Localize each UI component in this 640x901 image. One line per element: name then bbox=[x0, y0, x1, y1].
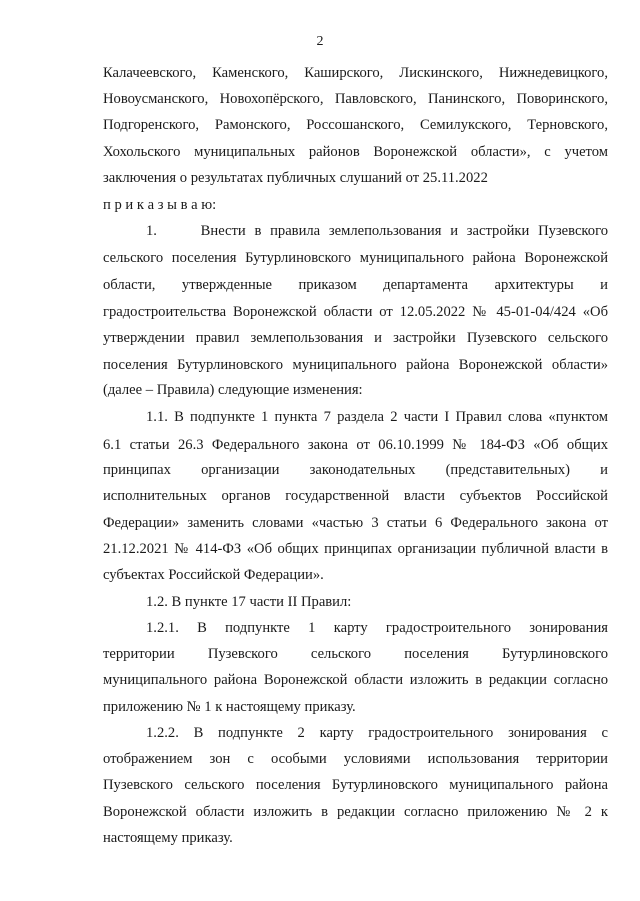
text-line: поселения Бутурлиновского муниципального района Воронежской области» bbox=[103, 357, 608, 373]
text-line: утверждении правил землепользования и застройки Пузевского сельского bbox=[103, 330, 608, 346]
text-line: 1.2.1. В подпункте 1 карту градостроительного зонирования bbox=[146, 620, 608, 636]
text-line: настоящему приказу. bbox=[103, 830, 233, 846]
text-line: Федерации» заменить словами «частью 3 статьи 6 Федерального закона от bbox=[103, 515, 608, 531]
page-number: 2 bbox=[316, 34, 324, 49]
text-line: Воронежской области изложить в редакции согласно приложению № 2 к bbox=[103, 804, 608, 820]
text-line: приложению № 1 к настоящему приказу. bbox=[103, 699, 356, 715]
text-line: субъектах Российской Федерации». bbox=[103, 567, 324, 583]
text-line: принципах организации законодательных (представительных) и bbox=[103, 462, 608, 478]
text-line: 1.2.2. В подпункте 2 карту градостроительного зонирования с bbox=[146, 725, 608, 741]
text-line: заключения о результатах публичных слушаний от 25.11.2022 bbox=[103, 170, 488, 186]
text-line: сельского поселения Бутурлиновского муниципального района Воронежской bbox=[103, 250, 608, 266]
text-line: области, утвержденные приказом департамента архитектуры и bbox=[103, 277, 608, 293]
text-line: Калачеевского, Каменского, Каширского, Лискинского, Нижнедевицкого, bbox=[103, 65, 608, 81]
text-line: Хохольского муниципальных районов Воронежской области», с учетом bbox=[103, 144, 608, 160]
text-line: п р и к а з ы в а ю: bbox=[103, 197, 217, 213]
text-line: территории Пузевского сельского поселения Бутурлиновского bbox=[103, 646, 608, 662]
text-line: Новоусманского, Новохопёрского, Павловского, Панинского, Поворинского, bbox=[103, 91, 608, 107]
text-line: 1.2. В пункте 17 части II Правил: bbox=[146, 594, 352, 610]
text-line: 1.1. В подпункте 1 пункта 7 раздела 2 части I Правил слова «пунктом bbox=[146, 409, 608, 425]
text-line: (далее – Правила) следующие изменения: bbox=[103, 382, 363, 398]
text-line: исполнительных органов государственной власти субъектов Российской bbox=[103, 488, 608, 504]
text-line: 6.1 статьи 26.3 Федерального закона от 06.10.1999 № 184-ФЗ «Об общих bbox=[103, 437, 608, 453]
text-line: Пузевского сельского поселения Бутурлиновского муниципального района bbox=[103, 777, 608, 793]
text-line: Подгоренского, Рамонского, Россошанского, Семилукского, Терновского, bbox=[103, 117, 608, 133]
text-line: 21.12.2021 № 414-ФЗ «Об общих принципах организации публичной власти в bbox=[103, 541, 608, 557]
text-line: отображением зон с особыми условиями использования территории bbox=[103, 751, 608, 767]
text-line: муниципального района Воронежской области изложить в редакции согласно bbox=[103, 672, 608, 688]
text-line: градостроительства Воронежской области от 12.05.2022 № 45-01-04/424 «Об bbox=[103, 304, 608, 320]
text-line: 1. Внести в правила землепользования и застройки Пузевского bbox=[146, 223, 608, 239]
